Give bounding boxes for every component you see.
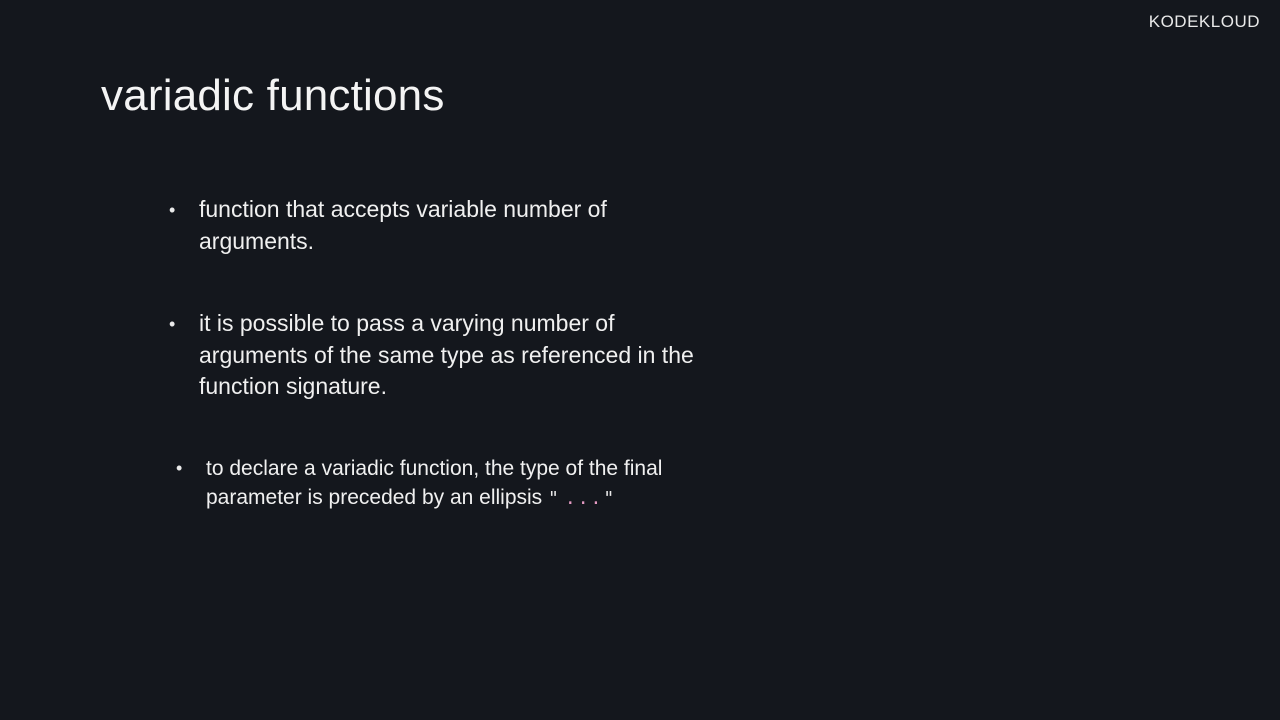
open-quote: "	[548, 488, 559, 509]
bullet-dot: •	[169, 314, 176, 334]
logo-text: KODEKLOUD	[1148, 12, 1260, 31]
bullet-dot: •	[169, 200, 176, 220]
bullet-text: it is possible to pass a varying number of arguments of the same type as referenced in the function signature.	[199, 310, 694, 399]
bullet-dot: •	[176, 458, 183, 478]
slide-title: variadic functions	[101, 71, 445, 120]
ellipsis-code: ...	[564, 488, 604, 509]
bullet-text: to declare a variadic function, the type of the final parameter is preceded by an ellipsis	[206, 457, 663, 509]
close-quote: "	[603, 488, 615, 509]
kodekloud-logo	[1149, 10, 1260, 34]
bullet-text: function that accepts variable number of arguments.	[199, 196, 607, 254]
bullet-text-with-code	[206, 454, 786, 513]
